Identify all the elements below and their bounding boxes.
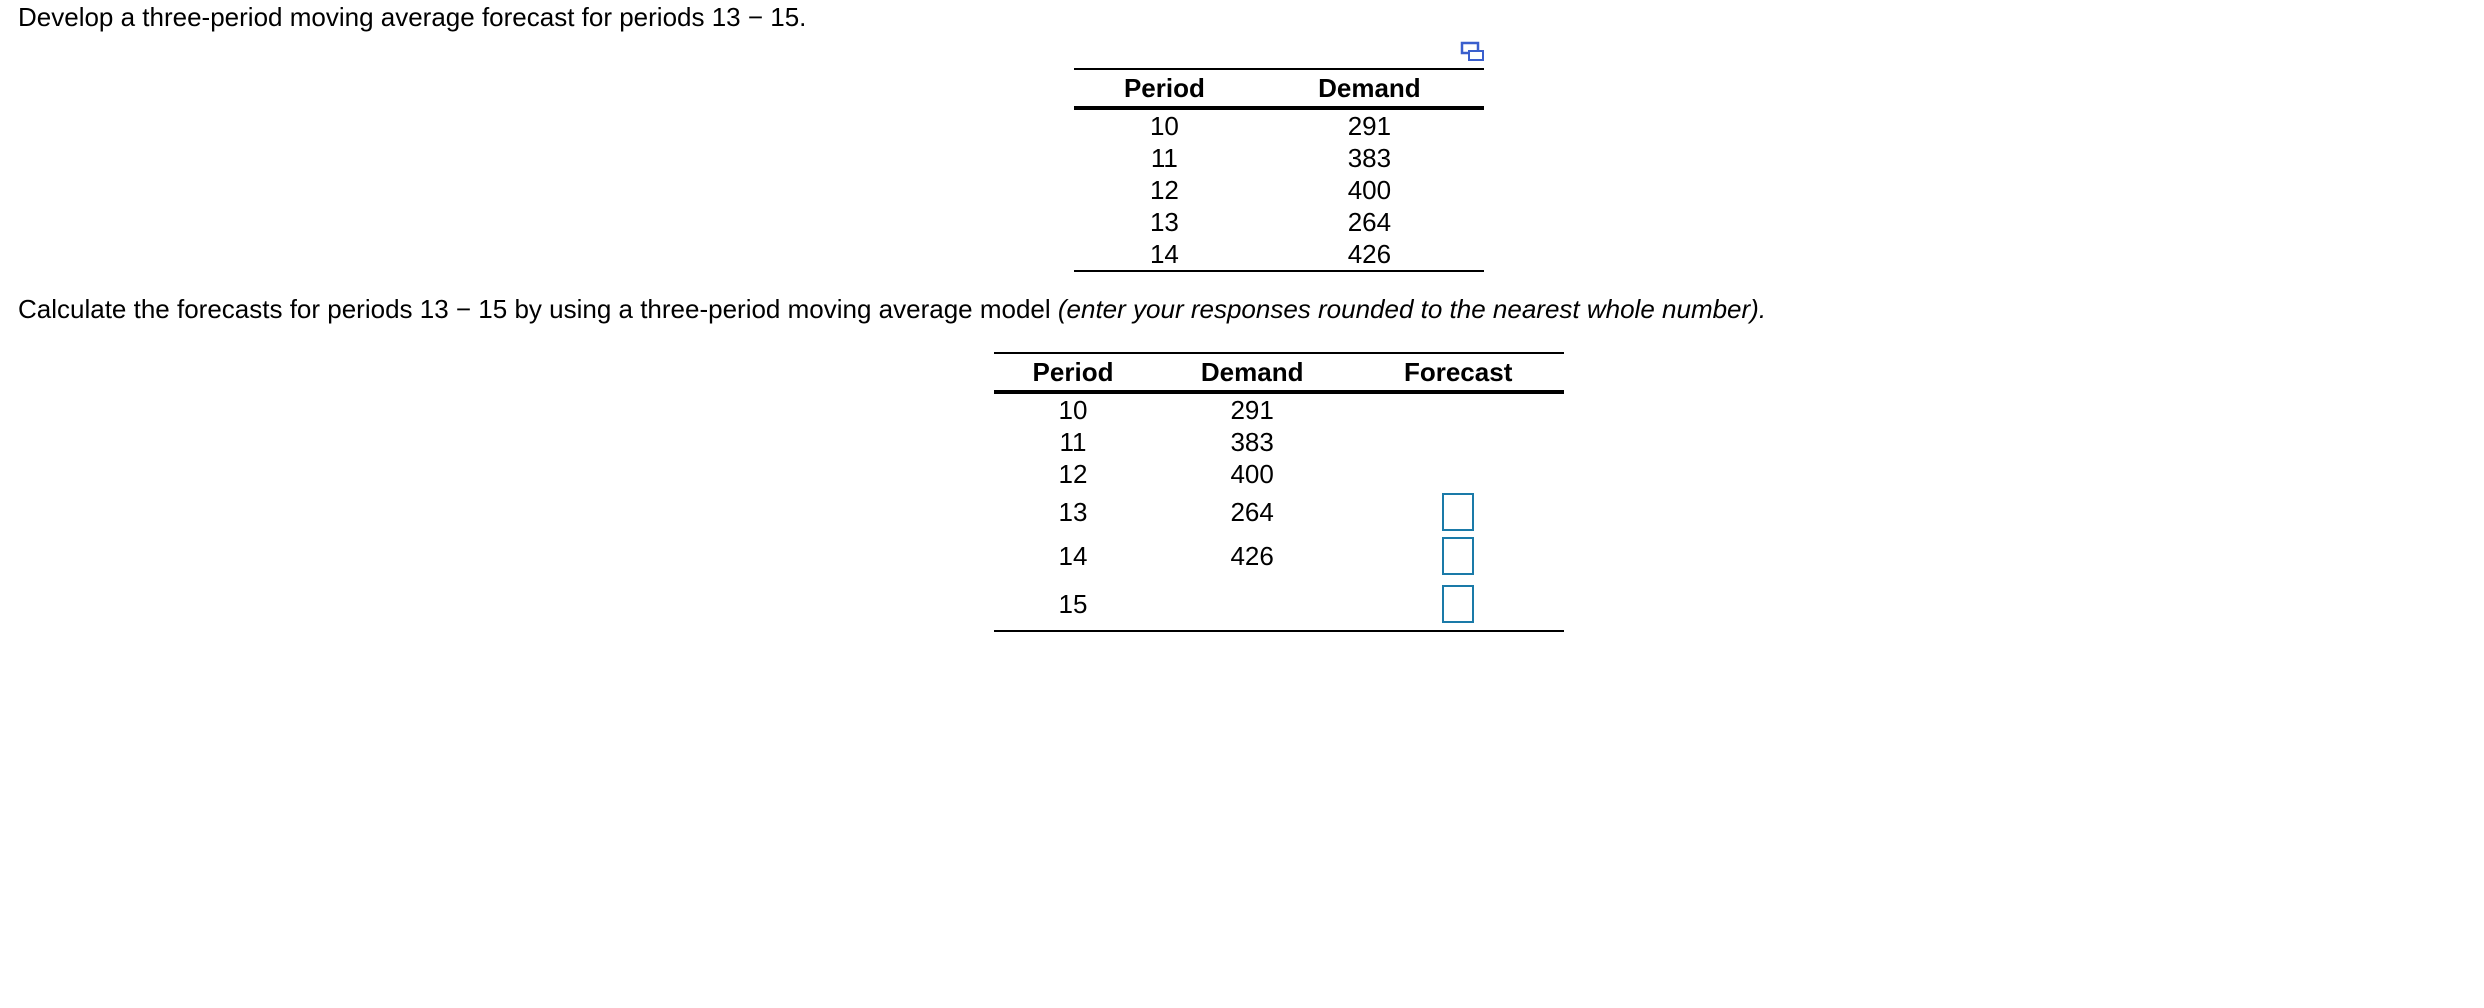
table-row (994, 392, 1564, 426)
period-cell: 12 (1058, 459, 1088, 489)
instruction-main: Calculate the forecasts for periods 13 − 15 by using a three-period moving average model (18, 294, 1058, 324)
table-row (994, 490, 1564, 534)
column-header-demand: Demand (1152, 353, 1352, 392)
forecast-cell (1352, 392, 1564, 426)
copy-table-icon[interactable] (1460, 40, 1486, 64)
table-row (994, 458, 1564, 490)
period-cell: 15 (994, 578, 1152, 631)
period-cell: 14 (1074, 238, 1255, 271)
demand-cell: 291 (1347, 111, 1392, 141)
forecast-input-period-14[interactable] (1442, 537, 1474, 575)
column-header-forecast: Forecast (1352, 353, 1564, 392)
table-row (1074, 238, 1484, 271)
demand-cell: 400 (1347, 175, 1392, 205)
demand-cell: 264 (1230, 497, 1274, 527)
forecast-cell (1352, 534, 1564, 578)
forecast-cell (1352, 490, 1564, 534)
period-cell: 13 (1058, 497, 1088, 527)
demand-cell: 383 (1230, 427, 1274, 457)
demand-cell: 291 (1230, 395, 1274, 425)
table-row (994, 426, 1564, 458)
forecast-cell (1352, 578, 1564, 631)
period-cell: 10 (1149, 111, 1179, 141)
given-demand-table (1074, 68, 1484, 272)
forecast-cell (1352, 458, 1564, 490)
forecast-cell (1352, 426, 1564, 458)
instruction-italic: (enter your responses rounded to the nearest whole number). (1057, 294, 1767, 324)
table-row (1074, 206, 1484, 238)
demand-cell: 400 (1230, 459, 1274, 489)
instruction-text (18, 292, 1766, 326)
period-cell: 13 (1149, 207, 1179, 237)
demand-cell: 426 (1255, 238, 1484, 271)
period-cell: 14 (1058, 541, 1088, 571)
period-cell: 12 (1149, 175, 1179, 205)
table-row (994, 578, 1564, 631)
demand-cell (1152, 578, 1352, 631)
forecast-input-period-13[interactable] (1442, 493, 1474, 531)
forecast-input-period-15[interactable] (1442, 585, 1474, 623)
column-header-period: Period (994, 353, 1152, 392)
table-row (1074, 142, 1484, 174)
period-cell: 10 (1058, 395, 1088, 425)
period-cell: 11 (1150, 143, 1178, 173)
demand-cell: 426 (1230, 541, 1274, 571)
demand-cell: 264 (1347, 207, 1392, 237)
table-row (1074, 174, 1484, 206)
question-prompt: Develop a three-period moving average forecast for periods 13 − 15. (18, 2, 807, 32)
column-header-demand: Demand (1255, 69, 1484, 108)
period-cell: 11 (1059, 427, 1087, 457)
demand-cell: 383 (1347, 143, 1392, 173)
forecast-answer-table (994, 352, 1564, 632)
table-row (1074, 108, 1484, 142)
table-row (994, 534, 1564, 578)
column-header-period: Period (1074, 69, 1255, 108)
